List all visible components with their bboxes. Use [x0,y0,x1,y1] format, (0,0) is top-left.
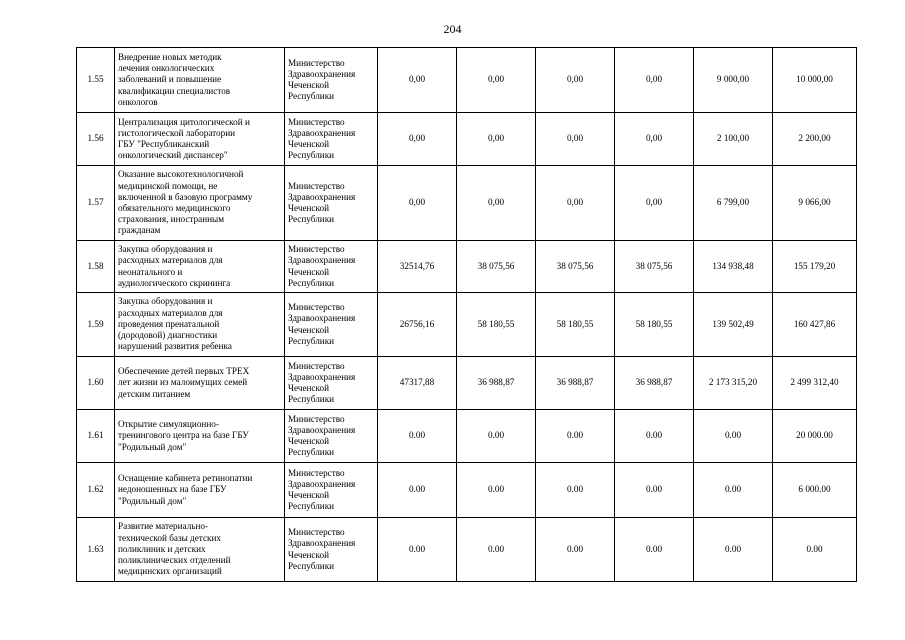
value-cell: 9 000,00 [694,48,773,113]
value-cell: 32514,76 [378,241,457,293]
row-number: 1.63 [77,518,115,582]
value-cell: 6 799,00 [694,166,773,241]
value-cell: 38 075,56 [457,241,536,293]
value-cell: 0.00 [615,518,694,582]
row-number: 1.57 [77,166,115,241]
value-cell: 36 988,87 [536,357,615,410]
table-row [77,518,857,582]
value-cell: 0,00 [536,48,615,113]
responsible-org: Министерство Здравоохранения Чеченской Республики [285,357,378,410]
value-cell: 0.00 [378,410,457,463]
value-cell: 0.00 [378,463,457,518]
value-cell: 0,00 [615,113,694,166]
table-row [77,166,857,241]
value-cell: 0.00 [615,410,694,463]
value-cell: 0.00 [536,463,615,518]
table-row [77,113,857,166]
value-cell: 0,00 [378,166,457,241]
value-cell: 38 075,56 [615,241,694,293]
value-cell: 0.00 [457,410,536,463]
responsible-org: Министерство Здравоохранения Чеченской Республики [285,241,378,293]
row-number: 1.56 [77,113,115,166]
activity-name: Оказание высокотехнологичной медицинской помощи, не включенной в базовую программу обязательного медицинского страхования, иностранным гражданам [115,166,285,241]
value-cell: 58 180,55 [457,293,536,357]
value-cell: 0.00 [694,410,773,463]
value-cell: 0.00 [694,518,773,582]
value-cell: 6 000.00 [773,463,857,518]
table-row [77,463,857,518]
row-number: 1.61 [77,410,115,463]
value-cell: 160 427,86 [773,293,857,357]
activity-name: Централизация цитологической и гистологической лаборатории ГБУ "Республиканский онкологический диспансер" [115,113,285,166]
activity-name: Обеспечение детей первых ТРЕХ лет жизни из малоимущих семей детским питанием [115,357,285,410]
value-cell: 38 075,56 [536,241,615,293]
page-number: 204 [443,22,462,36]
responsible-org: Министерство Здравоохранения Чеченской Республики [285,410,378,463]
activity-name: Внедрение новых методик лечения онкологических заболеваний и повышение квалификации специалистов онкологов [115,48,285,113]
value-cell: 0.00 [694,463,773,518]
row-number: 1.55 [77,48,115,113]
responsible-org: Министерство Здравоохранения Чеченской Республики [285,48,378,113]
table-row [77,241,857,293]
value-cell: 0.00 [378,518,457,582]
responsible-org: Министерство Здравоохранения Чеченской Республики [285,113,378,166]
budget-table [76,47,857,582]
row-number: 1.58 [77,241,115,293]
value-cell: 134 938,48 [694,241,773,293]
value-cell: 0,00 [536,166,615,241]
table-row [77,293,857,357]
responsible-org: Министерство Здравоохранения Чеченской Республики [285,518,378,582]
value-cell: 36 988,87 [457,357,536,410]
value-cell: 0,00 [536,113,615,166]
value-cell: 9 066,00 [773,166,857,241]
value-cell: 0,00 [457,48,536,113]
value-cell: 58 180,55 [536,293,615,357]
value-cell: 0.00 [457,463,536,518]
value-cell: 2 499 312,40 [773,357,857,410]
activity-name: Открытие симуляционно- тренингового центра на базе ГБУ "Родильный дом" [115,410,285,463]
value-cell: 2 200,00 [773,113,857,166]
row-number: 1.60 [77,357,115,410]
activity-name: Оснащение кабинета ретинопатии недоношенных на базе ГБУ "Родильный дом" [115,463,285,518]
value-cell: 0,00 [378,113,457,166]
value-cell: 0,00 [457,166,536,241]
value-cell: 0,00 [457,113,536,166]
value-cell: 36 988,87 [615,357,694,410]
value-cell: 2 173 315,20 [694,357,773,410]
table-row [77,410,857,463]
value-cell: 47317,88 [378,357,457,410]
value-cell: 26756,16 [378,293,457,357]
value-cell: 0.00 [536,410,615,463]
row-number: 1.59 [77,293,115,357]
value-cell: 0,00 [615,166,694,241]
table-row [77,357,857,410]
table-row [77,48,857,113]
activity-name: Закупка оборудования и расходных материалов для неонатального и аудиологического скрининга [115,241,285,293]
value-cell: 155 179,20 [773,241,857,293]
activity-name: Закупка оборудования и расходных материалов для проведения пренатальной (дородовой) диагностики нарушений развития ребенка [115,293,285,357]
value-cell: 10 000,00 [773,48,857,113]
responsible-org: Министерство Здравоохранения Чеченской Республики [285,463,378,518]
value-cell: 20 000.00 [773,410,857,463]
value-cell: 0.00 [536,518,615,582]
value-cell: 0,00 [615,48,694,113]
responsible-org: Министерство Здравоохранения Чеченской Республики [285,293,378,357]
value-cell: 58 180,55 [615,293,694,357]
value-cell: 2 100,00 [694,113,773,166]
value-cell: 0.00 [615,463,694,518]
value-cell: 139 502,49 [694,293,773,357]
activity-name: Развитие материально- технической базы детских поликлиник и детских поликлинических отделений медицинских организаций [115,518,285,582]
value-cell: 0.00 [773,518,857,582]
value-cell: 0,00 [378,48,457,113]
row-number: 1.62 [77,463,115,518]
responsible-org: Министерство Здравоохранения Чеченской Республики [285,166,378,241]
value-cell: 0.00 [457,518,536,582]
